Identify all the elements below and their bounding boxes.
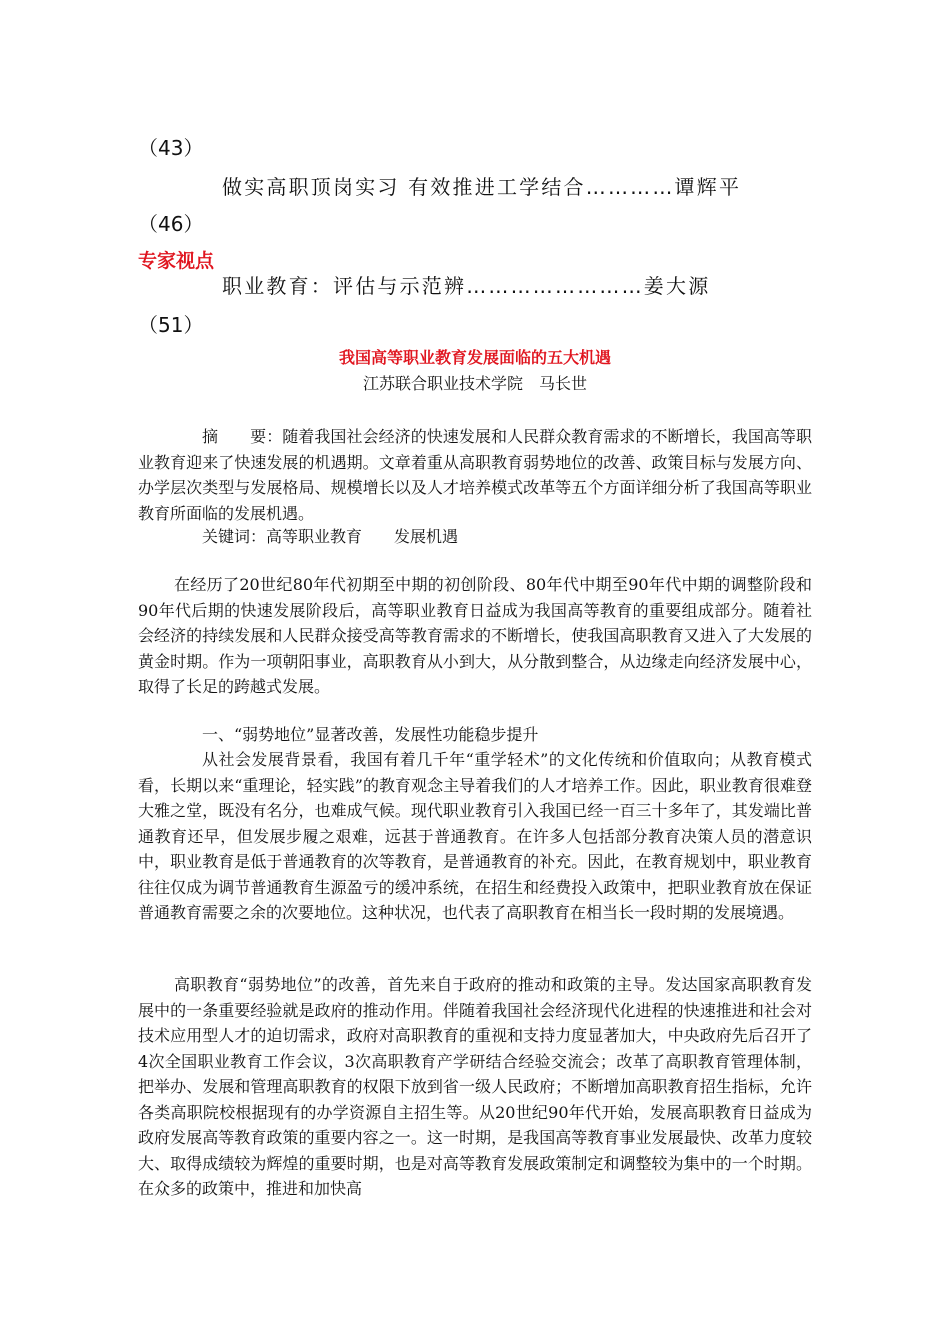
body-paragraph: 高职教育“弱势地位”的改善，首先来自于政府的推动和政策的主导。发达国家高职教育发展中的一条重要经验就是政府的推动作用。伴随着我国社会经济现代化进程的快速推进和社会对技术应用型人才的迫切需求，政府对高职教育的重视和支持力度显著加大，中央政府先后召开了4次全国职业教育工作会议，3次高职教育产学研结合经验交流会；改革了高职教育管理体制，把举办、发展和管理高职教育的权限下放到省一级人民政府；不断增加高职教育招生指标，允许各类高职院校根据现有的办学资源自主招生等。从20世纪90年代开始，发展高职教育日益成为政府发展高等教育政策的重要内容之一。这一时期，是我国高等教育事业发展最快、改革力度较大、取得成绩较为辉煌的重要时期，也是对高等教育发展政策制定和调整较为集中的一个时期。在众多的政策中，推进和加快高 <box>138 975 812 1198</box>
article-title: 我国高等职业教育发展面临的五大机遇 <box>338 348 611 367</box>
toc-page-number: （43） <box>138 136 204 160</box>
article-byline: 江苏联合职业技术学院 马长世 <box>362 374 587 393</box>
toc-page-number: （46） <box>138 212 204 236</box>
article-keywords: 关键词：高等职业教育 发展机遇 <box>202 527 459 546</box>
body-paragraph: 从社会发展背景看，我国有着几千年“重学轻术”的文化传统和价值取向；从教育模式看，长期以来“重理论，轻实践”的教育观念主导着我们的人才培养工作。因此，职业教育很难登大雅之堂，既没有名分，也难成气候。现代职业教育引入我国已经一百三十多年了，其发端比普通教育还早，但发展步履之艰难，远甚于普通教育。在许多人包括部分教育决策人员的潜意识中，职业教育是低于普通教育的次等教育，是普通教育的补充。因此，在教育规划中，职业教育往往仅成为调节普通教育生源盈亏的缓冲系统，在招生和经费投入政策中，把职业教育放在保证普通教育需要之余的次要地位。这种状况，也代表了高职教育在相当长一段时期的发展境遇。 <box>138 750 812 922</box>
toc-entry: 做实高职顶岗实习 有效推进工学结合…………谭辉平 <box>222 175 742 199</box>
toc-section-label: 专家视点 <box>138 250 215 272</box>
section-heading: 一、“弱势地位”显著改善，发展性功能稳步提升 <box>202 725 539 744</box>
toc-entry: 职业教育：评估与示范辨……………………姜大源 <box>222 274 711 298</box>
article-intro-paragraph: 在经历了20世纪80年代初期至中期的初创阶段、80年代中期至90年代中期的调整阶段和90年代后期的快速发展阶段后，高等职业教育日益成为我国高等教育的重要组成部分。随着社会经济的持续发展和人民群众接受高等教育需求的不断增长，使我国高职教育又进入了大发展的黄金时期。作为一项朝阳事业，高职教育从小到大，从分散到整合，从边缘走向经济发展中心，取得了长足的跨越式发展。 <box>138 575 812 696</box>
article-abstract: 摘 要：随着我国社会经济的快速发展和人民群众教育需求的不断增长，我国高等职业教育迎来了快速发展的机遇期。文章着重从高职教育弱势地位的改善、政策目标与发展方向、办学层次类型与发展格局、规模增长以及人才培养模式改革等五个方面详细分析了我国高等职业教育所面临的发展机遇。 <box>138 427 812 523</box>
toc-page-number: （51） <box>138 313 204 337</box>
